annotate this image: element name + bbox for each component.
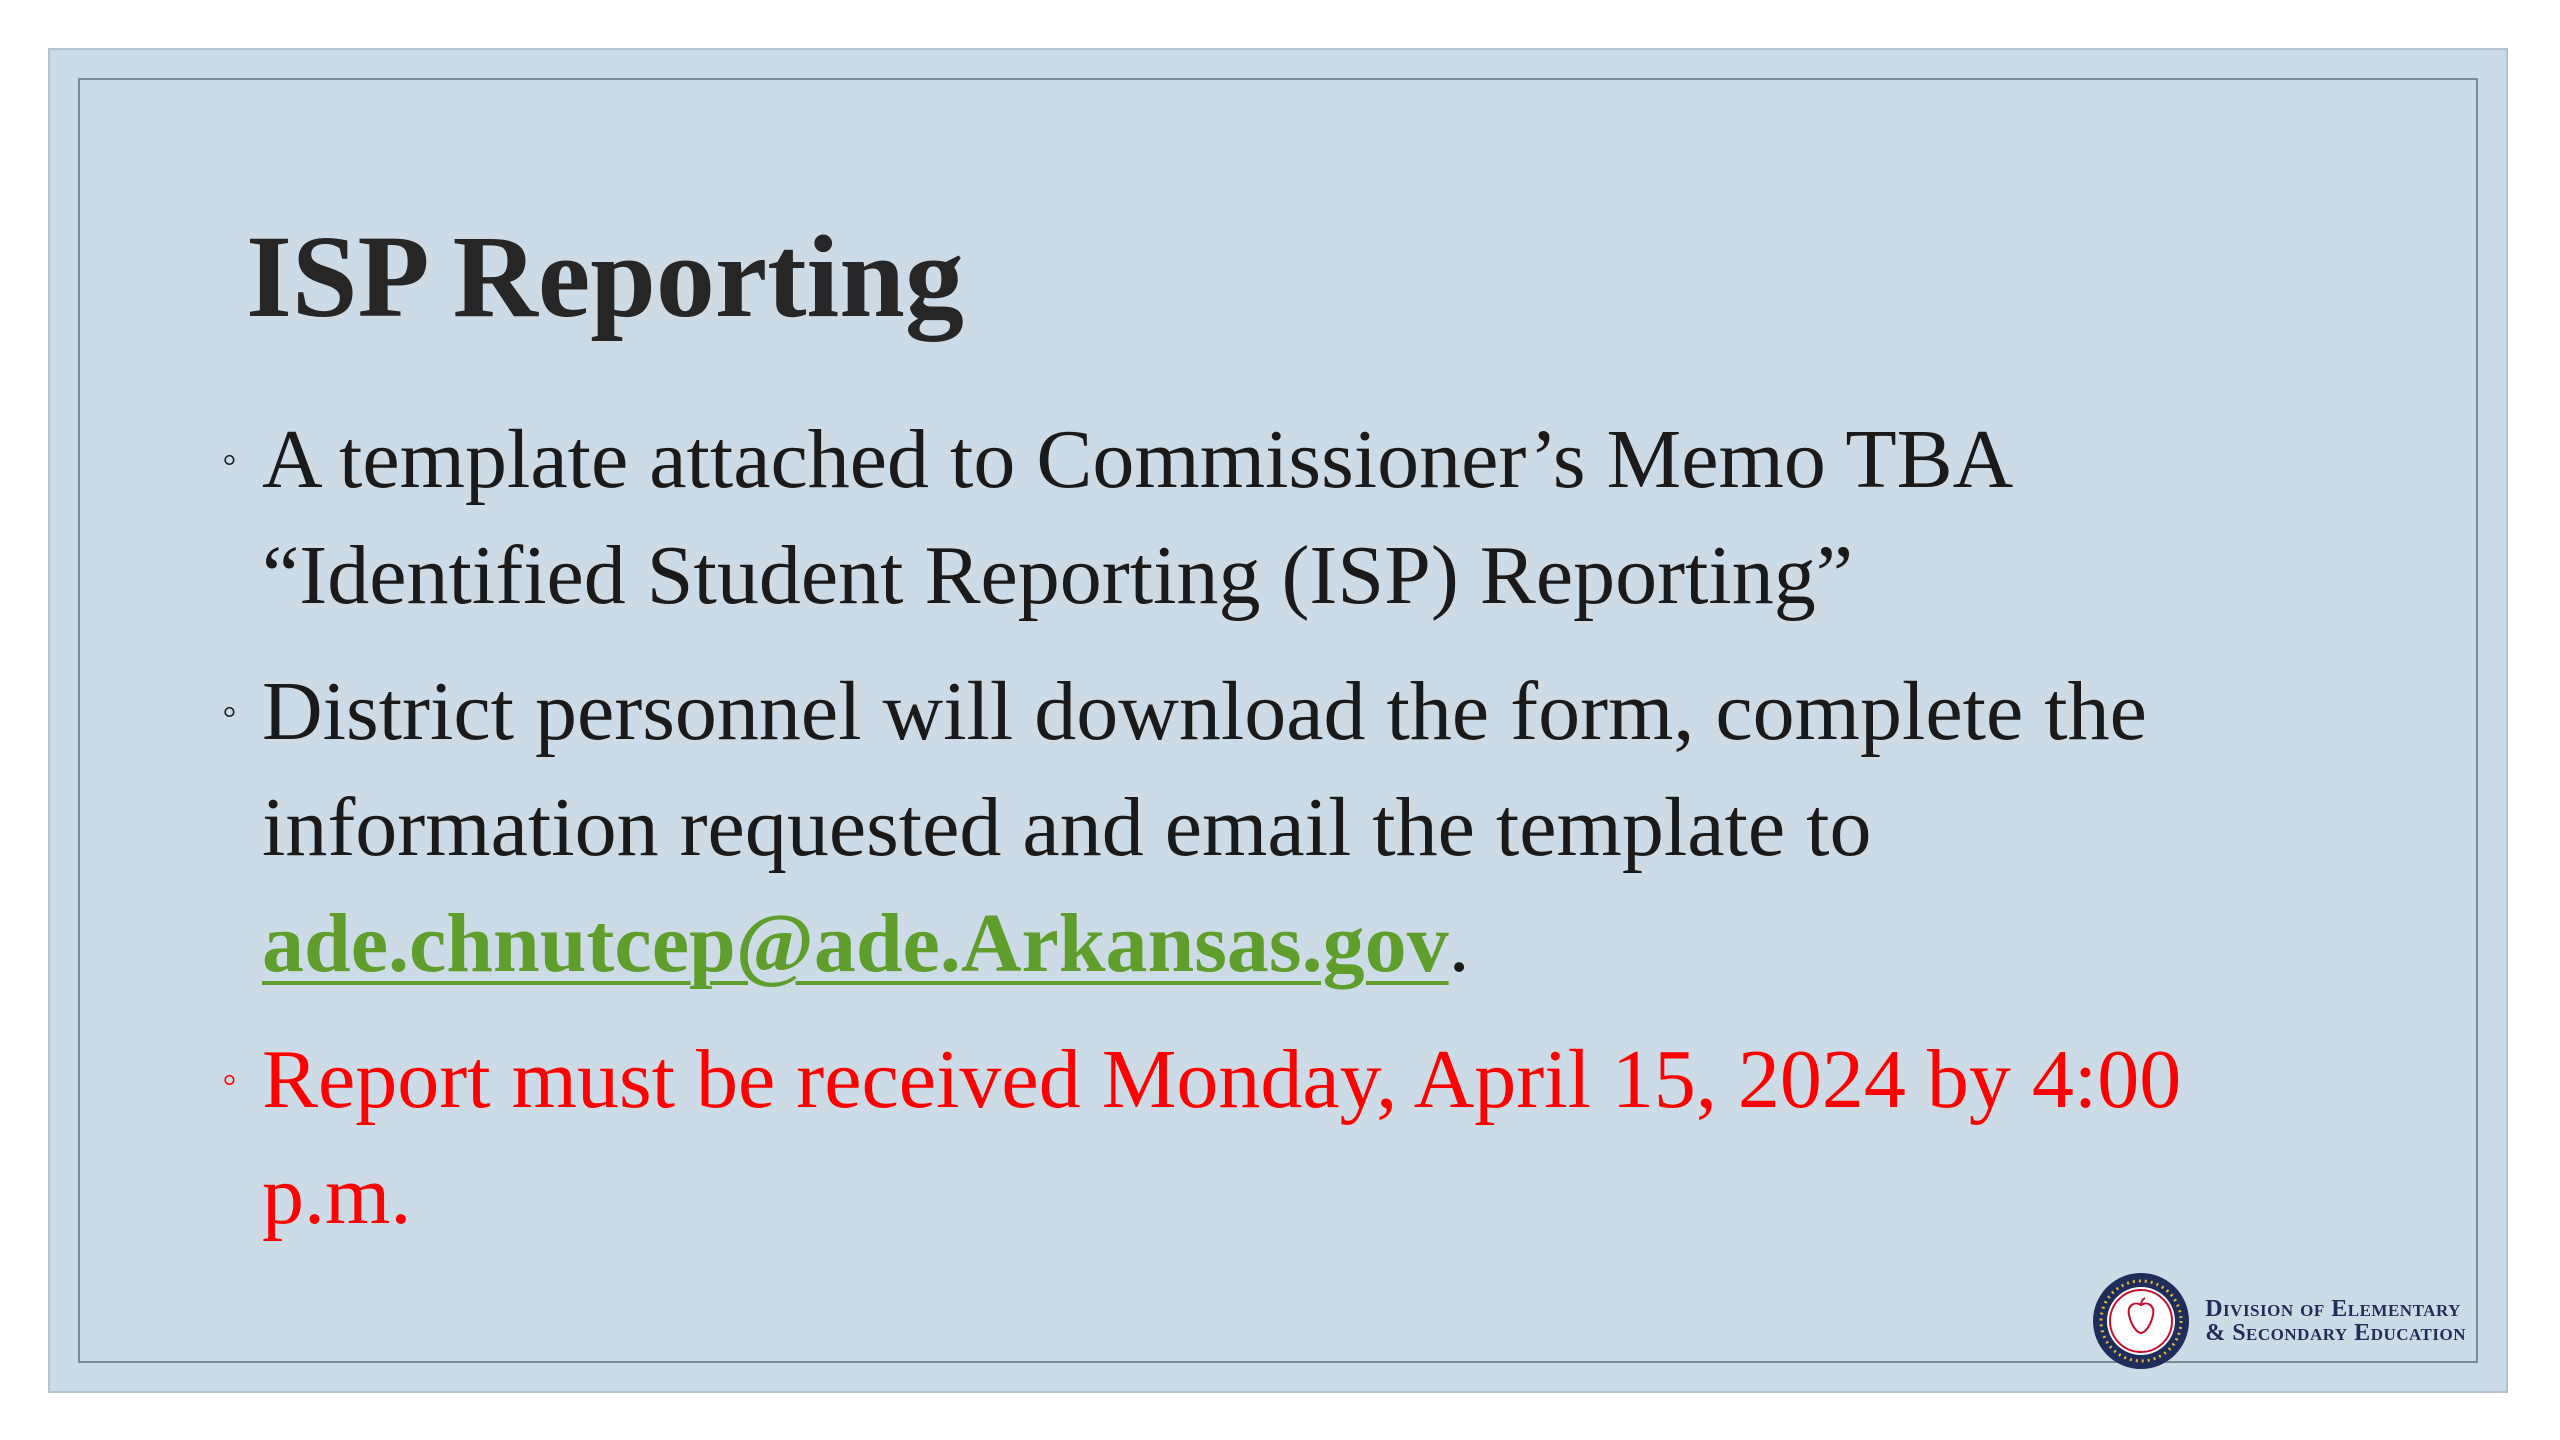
slide-title: ISP Reporting <box>246 211 964 342</box>
bullet-marker: ◦ <box>222 1057 237 1103</box>
dese-logo <box>2091 1271 2466 1371</box>
org-name-line2: & Secondary Education <box>2205 1320 2466 1346</box>
seal-icon <box>2091 1271 2191 1371</box>
bullet-list <box>222 402 2326 1274</box>
slide <box>48 48 2508 1393</box>
org-name-line1: Division of Elementary <box>2205 1296 2461 1322</box>
bullet-item-template <box>222 402 2326 634</box>
bullet-item-deadline <box>222 1022 2326 1254</box>
bullet-text: A template attached to Commissioner’s Memo TBA “Identified Student Reporting (ISP) Reporting” <box>262 413 2009 622</box>
email-link[interactable]: ade.chnutcep@ade.Arkansas.gov <box>262 897 1449 990</box>
bullet-text: Report must be received Monday, April 15, 2024 by 4:00 p.m. <box>262 1033 2182 1242</box>
bullet-text: District personnel will download the form, complete the information requested and email the template to <box>262 665 2147 874</box>
bullet-item-email <box>222 654 2326 1002</box>
bullet-marker: ◦ <box>222 689 237 735</box>
bullet-marker: ◦ <box>222 437 237 483</box>
bullet-text-end: . <box>1448 897 1470 990</box>
org-name <box>2205 1297 2466 1345</box>
